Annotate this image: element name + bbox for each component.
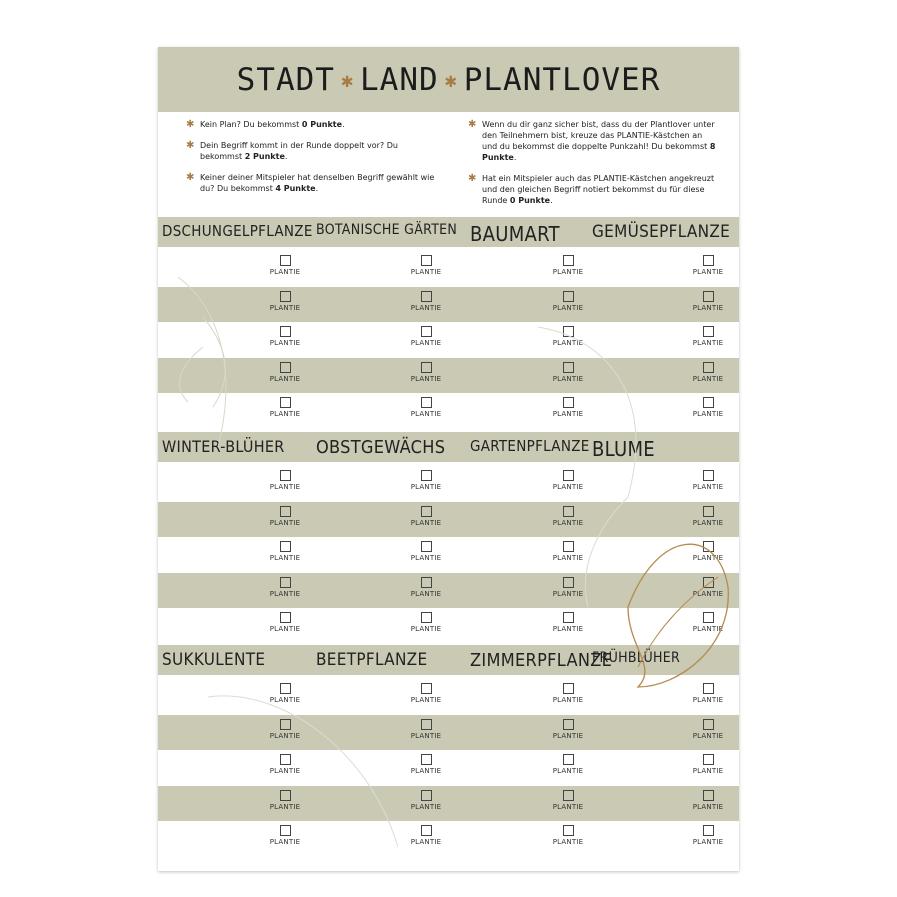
category-label: BAUMART	[470, 222, 560, 246]
rule-end: .	[342, 120, 345, 129]
plantie-label: PLANTIE	[692, 589, 724, 598]
plantie-cell	[678, 541, 738, 562]
plantie-cell	[678, 754, 738, 775]
plantie-cell	[678, 790, 738, 811]
plantie-label: PLANTIE	[552, 589, 584, 598]
plantie-checkbox[interactable]	[421, 541, 432, 552]
plantie-label: PLANTIE	[552, 518, 584, 527]
plantie-cell	[678, 506, 738, 527]
plantie-label: PLANTIE	[552, 483, 584, 491]
plantie-label: PLANTIE	[410, 554, 442, 562]
plantie-label: PLANTIE	[410, 802, 442, 811]
plantie-label: PLANTIE	[552, 339, 584, 347]
plantie-label: PLANTIE	[552, 838, 584, 846]
plantie-label: PLANTIE	[410, 483, 442, 491]
plantie-label: PLANTIE	[269, 589, 301, 598]
plantie-label: PLANTIE	[269, 731, 301, 740]
category-label: FRÜHBLÜHER	[592, 650, 681, 666]
plantie-label: PLANTIE	[410, 589, 442, 598]
plantie-checkbox[interactable]	[563, 470, 574, 481]
plantie-checkbox[interactable]	[703, 470, 714, 481]
plantie-checkbox[interactable]	[421, 754, 432, 765]
category-label: DSCHUNGELPFLANZE	[162, 222, 313, 240]
plantie-checkbox[interactable]	[703, 577, 714, 588]
plantie-label: PLANTIE	[692, 339, 724, 347]
rules-left-column	[186, 119, 436, 204]
plantie-cell	[255, 291, 315, 312]
category-label: WINTER-BLÜHER	[162, 437, 285, 456]
plantie-cell	[538, 577, 598, 598]
plantie-checkbox[interactable]	[280, 506, 291, 517]
plantie-label: PLANTIE	[552, 410, 584, 418]
plantie-label: PLANTIE	[692, 838, 724, 846]
plantie-label: PLANTIE	[410, 268, 442, 276]
plantie-checkbox[interactable]	[421, 397, 432, 408]
plantie-cell	[396, 683, 456, 704]
plantie-cell	[678, 470, 738, 491]
plantie-label: PLANTIE	[552, 303, 584, 312]
plantie-label: PLANTIE	[692, 268, 724, 276]
plantie-cell	[538, 397, 598, 418]
plantie-label: PLANTIE	[552, 731, 584, 740]
star-separator-icon: ✱	[444, 67, 458, 92]
plantie-checkbox[interactable]	[421, 719, 432, 730]
plantie-label: PLANTIE	[692, 554, 724, 562]
page-title	[237, 62, 661, 98]
plantie-cell	[538, 825, 598, 846]
plantie-cell	[396, 825, 456, 846]
plantie-label: PLANTIE	[269, 483, 301, 491]
plantie-cell	[396, 754, 456, 775]
plantie-checkbox[interactable]	[703, 397, 714, 408]
plantie-label: PLANTIE	[410, 838, 442, 846]
plantie-cell	[538, 754, 598, 775]
plantie-cell	[678, 291, 738, 312]
plantie-cell	[538, 612, 598, 633]
plantie-label: PLANTIE	[410, 625, 442, 633]
plantie-cell	[396, 255, 456, 276]
rule-points: 8 Punkte	[482, 142, 716, 162]
plantie-checkbox[interactable]	[703, 683, 714, 694]
plantie-checkbox[interactable]	[280, 683, 291, 694]
plantie-checkbox[interactable]	[280, 291, 291, 302]
plantie-cell	[538, 683, 598, 704]
rule-text: Kein Plan? Du bekommst	[200, 120, 302, 129]
plantie-label: PLANTIE	[269, 625, 301, 633]
plantie-checkbox[interactable]	[563, 612, 574, 623]
rule-item	[186, 140, 436, 162]
plantie-cell	[396, 541, 456, 562]
plantie-cell	[538, 470, 598, 491]
plantie-cell	[396, 790, 456, 811]
plantie-label: PLANTIE	[269, 374, 301, 383]
plantie-label: PLANTIE	[269, 696, 301, 704]
plantie-cell	[255, 825, 315, 846]
rule-points: 0 Punkte	[509, 196, 551, 205]
plantie-label: PLANTIE	[410, 731, 442, 740]
plantie-label: PLANTIE	[692, 696, 724, 704]
plantie-checkbox[interactable]	[280, 825, 291, 836]
rule-text: Wenn du dir ganz sicher bist, dass du der Plantlover unter den Teilnehmern bist, kreuze das PLANTIE-Kästchen an und du bekommst die doppelte Punkzahl! Du bekommst	[482, 120, 715, 151]
plantie-checkbox[interactable]	[421, 362, 432, 373]
plantie-cell	[538, 255, 598, 276]
plantie-label: PLANTIE	[410, 518, 442, 527]
plantie-cell	[678, 825, 738, 846]
plantie-label: PLANTIE	[552, 554, 584, 562]
rule-points: 2 Punkte	[244, 152, 285, 161]
leaf-star-icon: ✱	[468, 173, 477, 184]
plantie-checkbox[interactable]	[280, 255, 291, 266]
plantie-cell	[396, 577, 456, 598]
plantie-checkbox[interactable]	[280, 577, 291, 588]
plantie-checkbox[interactable]	[563, 719, 574, 730]
rule-item	[468, 119, 718, 163]
plantie-label: PLANTIE	[410, 339, 442, 347]
plantie-label: PLANTIE	[552, 625, 584, 633]
rule-end: .	[315, 184, 319, 193]
plantie-label: PLANTIE	[552, 696, 584, 704]
rule-text: Keiner deiner Mitspieler hat denselben Begriff gewählt wie du? Du bekommst	[200, 173, 435, 193]
plantie-cell	[396, 362, 456, 383]
rules-right-column	[468, 119, 718, 216]
category-label: OBSTGEWÄCHS	[316, 437, 446, 458]
plantie-cell	[396, 719, 456, 740]
plantie-checkbox[interactable]	[703, 362, 714, 373]
category-label: BOTANISCHE GÄRTEN	[316, 222, 458, 238]
plantie-cell	[678, 719, 738, 740]
plantie-label: PLANTIE	[269, 268, 301, 276]
plantie-checkbox[interactable]	[563, 291, 574, 302]
plantie-checkbox[interactable]	[421, 577, 432, 588]
plantie-checkbox[interactable]	[703, 326, 714, 337]
plantie-cell	[678, 577, 738, 598]
plantie-cell	[255, 790, 315, 811]
plantie-label: PLANTIE	[552, 767, 584, 775]
title-word-land: LAND	[360, 61, 439, 98]
plantie-checkbox[interactable]	[421, 326, 432, 337]
plantie-cell	[396, 470, 456, 491]
plantie-label: PLANTIE	[410, 374, 442, 383]
plantie-checkbox[interactable]	[703, 825, 714, 836]
plantie-checkbox[interactable]	[563, 825, 574, 836]
plantie-label: PLANTIE	[269, 767, 301, 775]
plantie-checkbox[interactable]	[280, 790, 291, 801]
plantie-checkbox[interactable]	[703, 719, 714, 730]
plantie-checkbox[interactable]	[280, 719, 291, 730]
plantie-label: PLANTIE	[692, 731, 724, 740]
plantie-label: PLANTIE	[269, 802, 301, 811]
category-label: SUKKULENTE	[162, 650, 266, 670]
category-label: BEETPFLANZE	[316, 650, 428, 670]
plantie-checkbox[interactable]	[563, 790, 574, 801]
plantie-cell	[538, 326, 598, 347]
plantie-checkbox[interactable]	[563, 506, 574, 517]
plantie-cell	[255, 541, 315, 562]
plantie-label: PLANTIE	[410, 410, 442, 418]
rule-text: Dein Begriff kommt in der Runde doppelt vor? Du bekommst	[200, 141, 398, 161]
plantie-checkbox[interactable]	[280, 612, 291, 623]
plantie-checkbox[interactable]	[563, 326, 574, 337]
plantie-label: PLANTIE	[692, 767, 724, 775]
plantie-checkbox[interactable]	[280, 397, 291, 408]
plantie-label: PLANTIE	[692, 483, 724, 491]
plantie-label: PLANTIE	[410, 696, 442, 704]
plantie-cell	[538, 506, 598, 527]
plantie-label: PLANTIE	[552, 268, 584, 276]
plantie-label: PLANTIE	[410, 303, 442, 312]
plantie-checkbox[interactable]	[421, 825, 432, 836]
rule-points: 4 Punkte	[275, 184, 316, 193]
rule-end: .	[284, 152, 288, 161]
plantie-cell	[538, 790, 598, 811]
category-label: GEMÜSEPFLANZE	[592, 222, 731, 242]
leaf-star-icon: ✱	[186, 119, 195, 130]
plantie-label: PLANTIE	[692, 303, 724, 312]
plantie-checkbox[interactable]	[563, 541, 574, 552]
plantie-checkbox[interactable]	[563, 577, 574, 588]
plantie-cell	[255, 719, 315, 740]
plantie-cell	[255, 577, 315, 598]
category-label: BLUME	[592, 437, 655, 461]
title-word-plantlover: PLANTLOVER	[463, 61, 661, 98]
plantie-checkbox[interactable]	[280, 470, 291, 481]
plantie-cell	[396, 326, 456, 347]
plantie-label: PLANTIE	[692, 518, 724, 527]
plantie-cell	[396, 397, 456, 418]
star-separator-icon: ✱	[340, 67, 355, 92]
plantie-checkbox[interactable]	[703, 506, 714, 517]
plantie-cell	[396, 506, 456, 527]
plantie-cell	[255, 255, 315, 276]
category-label: ZIMMERPFLANZE	[470, 650, 613, 671]
plantie-label: PLANTIE	[269, 410, 301, 418]
category-label: GARTENPFLANZE	[470, 437, 590, 455]
plantie-label: PLANTIE	[269, 339, 301, 347]
plantie-checkbox[interactable]	[421, 612, 432, 623]
plantie-checkbox[interactable]	[703, 291, 714, 302]
rule-item	[468, 173, 718, 206]
plantie-checkbox[interactable]	[703, 790, 714, 801]
leaf-star-icon: ✱	[468, 119, 477, 130]
leaf-star-icon: ✱	[186, 140, 195, 151]
plantie-checkbox[interactable]	[280, 362, 291, 373]
plantie-label: PLANTIE	[692, 374, 724, 383]
plantie-cell	[255, 326, 315, 347]
plantie-cell	[255, 612, 315, 633]
plantie-checkbox[interactable]	[280, 541, 291, 552]
plantie-label: PLANTIE	[269, 838, 301, 846]
plantie-cell	[538, 362, 598, 383]
rule-end: .	[550, 196, 553, 205]
plantie-label: PLANTIE	[410, 767, 442, 775]
plantie-checkbox[interactable]	[703, 754, 714, 765]
plantie-checkbox[interactable]	[421, 470, 432, 481]
plantie-cell	[678, 255, 738, 276]
plantie-cell	[678, 326, 738, 347]
plantie-label: PLANTIE	[692, 625, 724, 633]
plantie-checkbox[interactable]	[563, 754, 574, 765]
plantie-label: PLANTIE	[692, 802, 724, 811]
plantie-checkbox[interactable]	[703, 255, 714, 266]
plantie-label: PLANTIE	[692, 410, 724, 418]
rule-end: .	[513, 153, 517, 162]
plantie-checkbox[interactable]	[280, 754, 291, 765]
plantie-cell	[255, 506, 315, 527]
plantie-label: PLANTIE	[269, 554, 301, 562]
plantie-cell	[538, 719, 598, 740]
plantie-cell	[396, 612, 456, 633]
plantie-checkbox[interactable]	[280, 326, 291, 337]
rule-item	[186, 119, 436, 130]
plantie-checkbox[interactable]	[563, 362, 574, 373]
rule-item	[186, 172, 436, 194]
plantie-cell	[538, 541, 598, 562]
title-word-stadt: STADT	[236, 61, 335, 98]
plantie-checkbox[interactable]	[421, 506, 432, 517]
plantie-cell	[255, 683, 315, 704]
plantie-label: PLANTIE	[552, 374, 584, 383]
plantie-cell	[678, 612, 738, 633]
plantie-cell	[678, 362, 738, 383]
plantie-cell	[396, 291, 456, 312]
plantie-cell	[678, 397, 738, 418]
plantie-cell	[255, 470, 315, 491]
plantie-checkbox[interactable]	[563, 683, 574, 694]
plantie-cell	[255, 754, 315, 775]
plantie-label: PLANTIE	[269, 518, 301, 527]
plantie-checkbox[interactable]	[421, 683, 432, 694]
plantie-checkbox[interactable]	[421, 790, 432, 801]
plantie-checkbox[interactable]	[703, 541, 714, 552]
plantie-checkbox[interactable]	[563, 397, 574, 408]
plantie-label: PLANTIE	[269, 303, 301, 312]
title-band	[158, 47, 739, 112]
plantie-checkbox[interactable]	[563, 255, 574, 266]
plantie-cell	[255, 397, 315, 418]
rule-points: 0 Punkte	[301, 120, 343, 129]
plantie-cell	[538, 291, 598, 312]
plantie-cell	[678, 683, 738, 704]
plantie-checkbox[interactable]	[421, 255, 432, 266]
plantie-checkbox[interactable]	[703, 612, 714, 623]
plantie-checkbox[interactable]	[421, 291, 432, 302]
rule-text: Hat ein Mitspieler auch das PLANTIE-Kästchen angekreuzt und den gleichen Begriff notiert bekommst du für diese Runde	[482, 174, 715, 205]
game-sheet	[158, 47, 739, 871]
plantie-label: PLANTIE	[552, 802, 584, 811]
leaf-star-icon: ✱	[186, 172, 195, 183]
plantie-cell	[255, 362, 315, 383]
